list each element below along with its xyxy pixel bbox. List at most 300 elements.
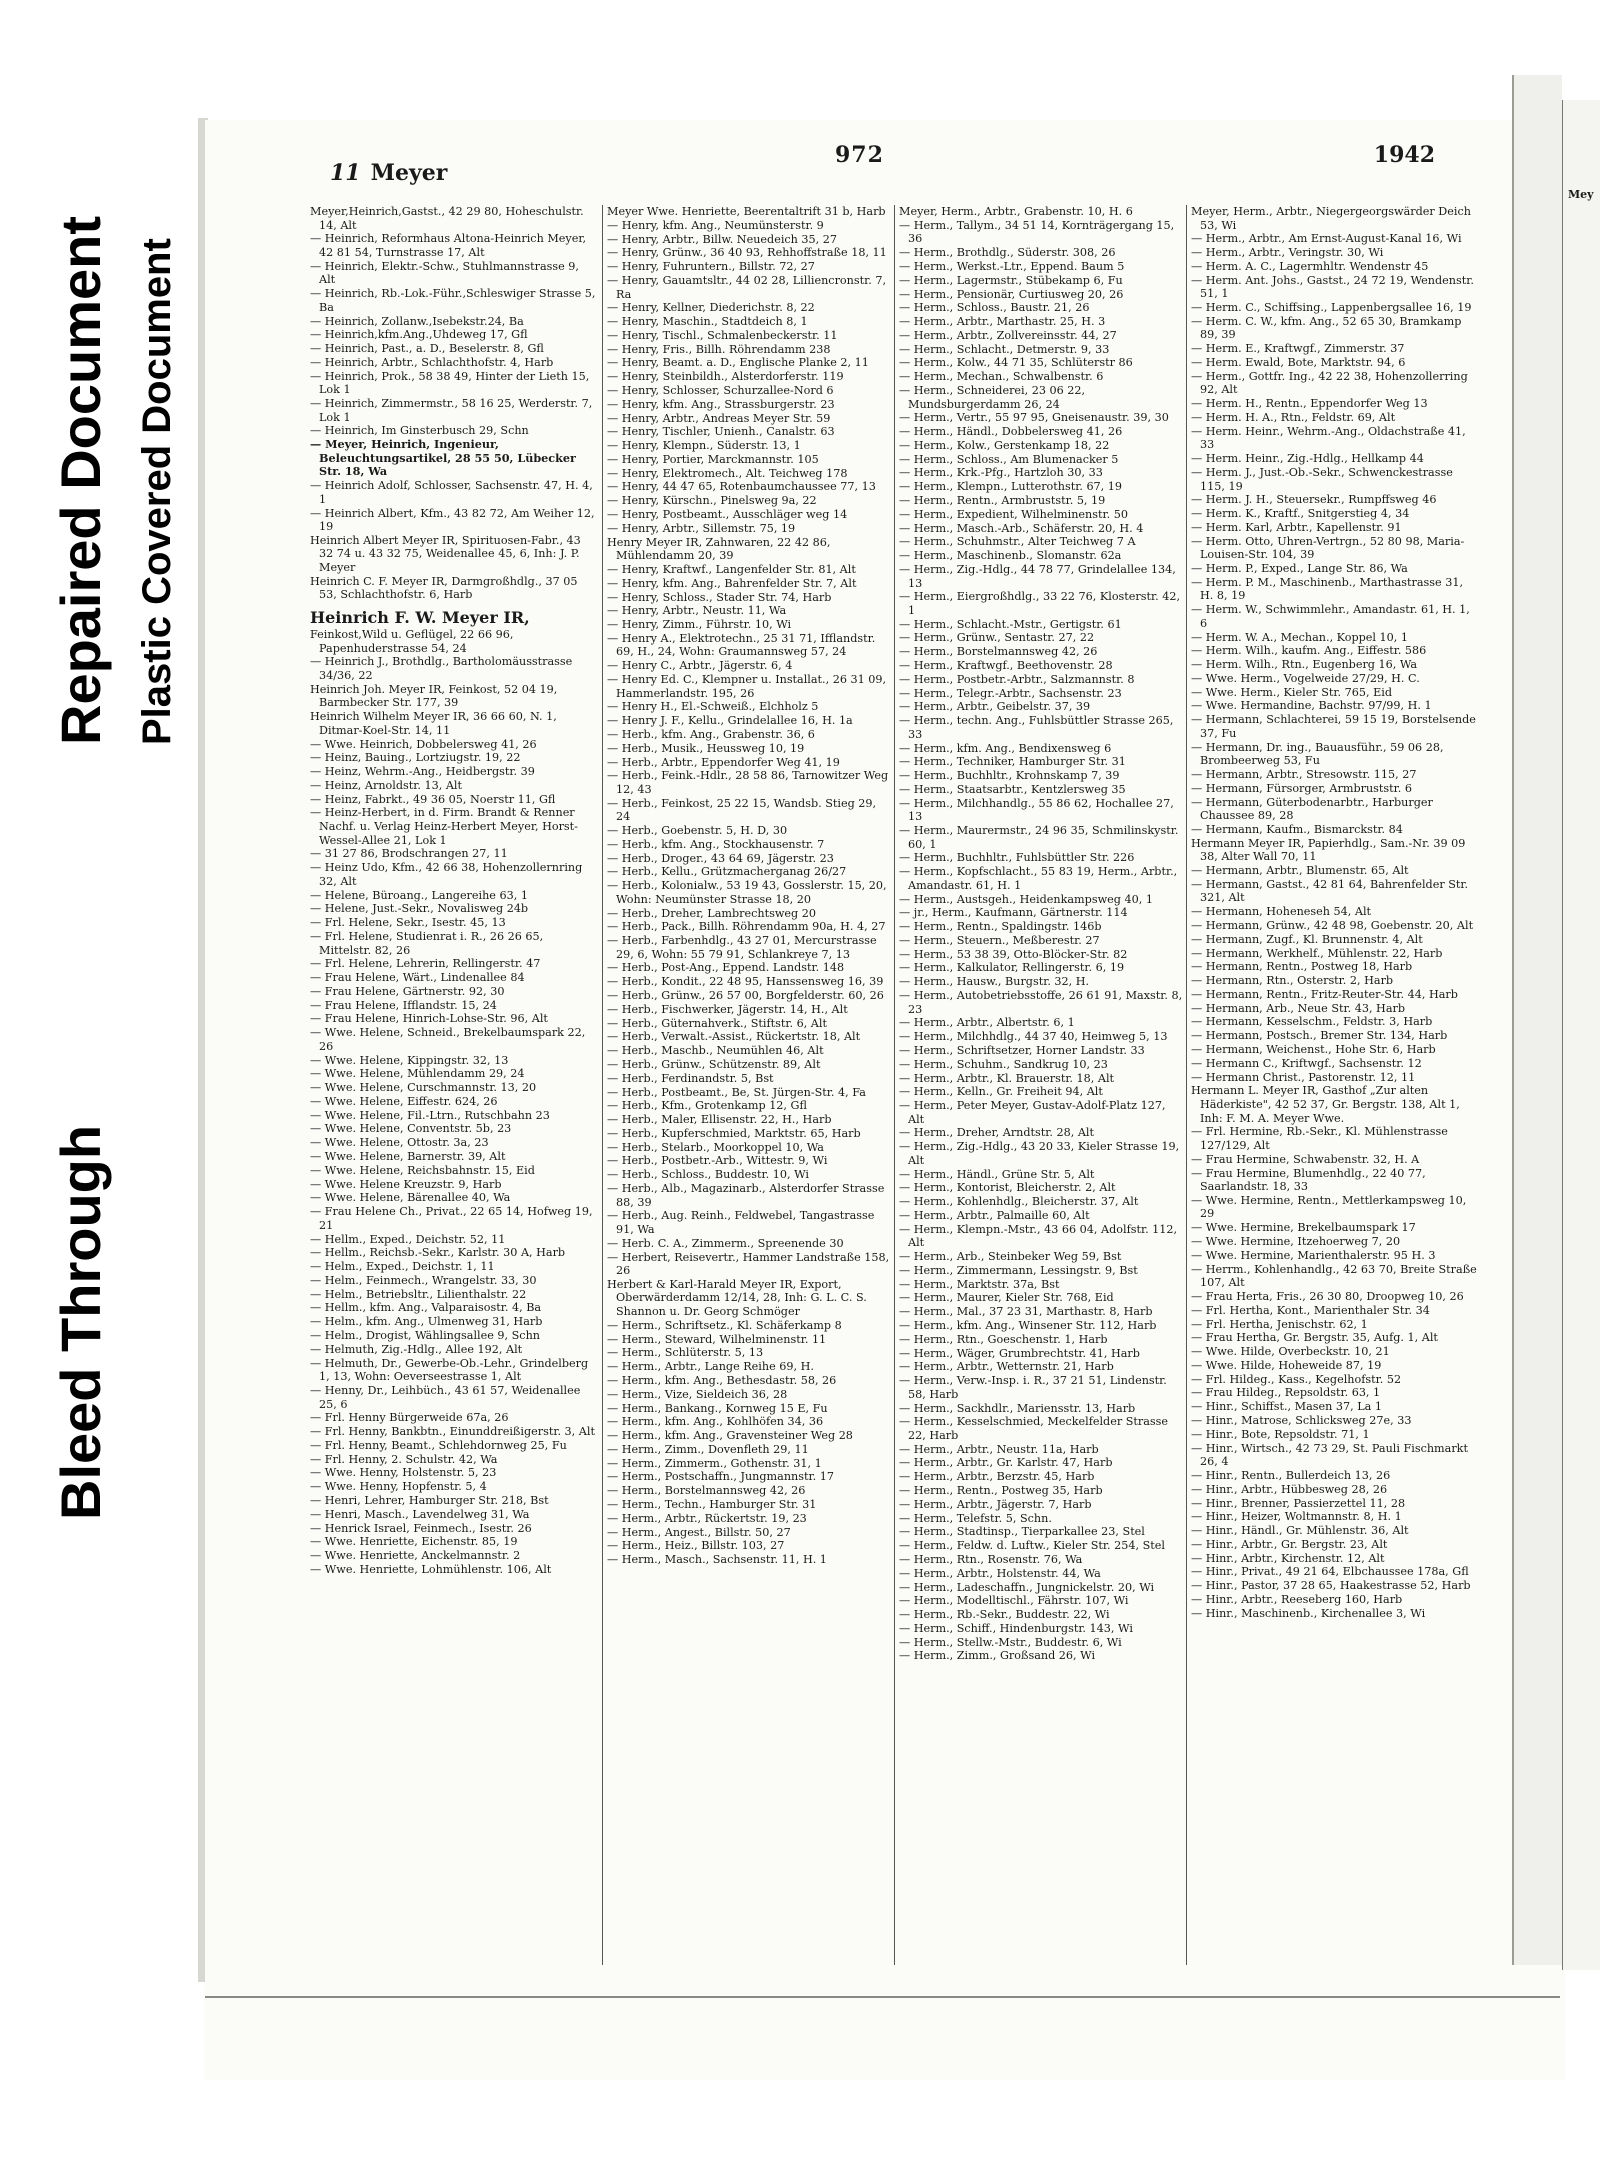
directory-entry: — Herb., Musik., Heussweg 10, 19 bbox=[607, 741, 805, 755]
directory-entry: — Wwe. Helene, Schneid., Brekelbaumspark 22, 26 bbox=[310, 1026, 586, 1053]
directory-entry: — Herm., Rtn., Rosenstr. 76, Wa bbox=[899, 1552, 1083, 1566]
directory-entry: — Wwe. Helene, Fil.-Ltrn., Rutschbahn 23 bbox=[310, 1108, 550, 1122]
directory-entry: — Herm. P. M., Maschinenb., Marthastrasse 31, H. 8, 19 bbox=[1191, 575, 1464, 603]
directory-entry: — Frl. Henny, 2. Schulstr. 42, Wa bbox=[310, 1452, 498, 1466]
directory-column-4 bbox=[1186, 205, 1477, 1965]
directory-entry: — Herm., Hausw., Burgstr. 32, H. bbox=[899, 975, 1090, 989]
directory-entry: — Herm., Eiergroßhdlg., 33 22 76, Klosterstr. 42, 1 bbox=[899, 590, 1181, 617]
running-head-left bbox=[330, 160, 447, 186]
directory-entry: — Herm., Mal., 37 23 31, Marthastr. 8, Harb bbox=[899, 1305, 1153, 1319]
directory-entry: — Heinz, Wehrm.-Ang., Heidbergstr. 39 bbox=[310, 765, 535, 779]
directory-entry: — Herm., Steuern., Meßberestr. 27 bbox=[899, 933, 1100, 947]
directory-entry: — Hermann, Rtn., Osterstr. 2, Harb bbox=[1191, 974, 1394, 988]
directory-entry: — Herm., Brothdlg., Süderstr. 308, 26 bbox=[899, 246, 1116, 260]
directory-entry: — Herm., Gottfr. Ing., 42 22 38, Hohenzollerring 92, Alt bbox=[1191, 369, 1468, 397]
directory-entry: Herbert & Karl-Harald Meyer IR, Export, Oberwärderdamm 12/14, 28, Inh: G. L. C. S. Shannon u. Dr. Georg Schmöger bbox=[607, 1277, 867, 1319]
directory-entry: — Herm. A. C., Lagermhltr. Wendenstr 45 bbox=[1191, 259, 1429, 273]
directory-entry: — Hinr., Händl., Gr. Mühlenstr. 36, Alt bbox=[1191, 1524, 1409, 1538]
directory-entry: — Herm., Schuhmstr., Alter Teichweg 7 A bbox=[899, 535, 1136, 549]
directory-entry: — Herrm., Kohlenhandlg., 42 63 70, Breite Straße 107, Alt bbox=[1191, 1262, 1477, 1290]
directory-entry: — Henry A., Elektrotechn., 25 31 71, Ifflandstr. 69, H., 24, Wohn: Graumannsweg 57, 24 bbox=[607, 631, 876, 659]
directory-entry: — Herm., Modelltischl., Fährstr. 107, Wi bbox=[899, 1594, 1129, 1608]
directory-entry: — Henry, Kürschn., Pinelsweg 9a, 22 bbox=[607, 494, 817, 508]
directory-entry: Hermann Meyer IR, Papierhdlg., Sam.-Nr. 39 09 38, Alter Wall 70, 11 bbox=[1191, 836, 1466, 864]
directory-entry: — Herb., Maler, Ellisenstr. 22, H., Harb bbox=[607, 1113, 832, 1127]
directory-entry: — Henry, Kellner, Diederichstr. 8, 22 bbox=[607, 301, 815, 315]
directory-entry: — Herm., kfm. Ang., Winsener Str. 112, Harb bbox=[899, 1319, 1157, 1333]
directory-entry: — Henry, kfm. Ang., Neumünsterstr. 9 bbox=[607, 218, 824, 232]
directory-entry: — Heinrich, Elektr.-Schw., Stuhlmannstrasse 9, Alt bbox=[310, 259, 579, 287]
directory-entry: — Frl. Henny Bürgerweide 67a, 26 bbox=[310, 1411, 509, 1425]
directory-entry: — Herm. H. A., Rtn., Feldstr. 69, Alt bbox=[1191, 410, 1396, 424]
directory-entry: — Herb., kfm. Ang., Grabenstr. 36, 6 bbox=[607, 727, 815, 741]
directory-entry: — Wwe. Henny, Hopfenstr. 5, 4 bbox=[310, 1480, 487, 1494]
directory-entry: — Herm. W. A., Mechan., Koppel 10, 1 bbox=[1191, 630, 1409, 644]
directory-entry: Meyer,Heinrich,Gastst., 42 29 80, Hoheschulstr. 14, Alt bbox=[310, 205, 584, 232]
directory-entry: — Hinr., Pastor, 37 28 65, Haakestrasse 52, Harb bbox=[1191, 1579, 1471, 1593]
directory-entry: — Herm., Postschaffn., Jungmannstr. 17 bbox=[607, 1470, 834, 1484]
directory-entry: — Herm., Schlüterstr. 5, 13 bbox=[607, 1346, 764, 1360]
directory-entry: — Herb., Schloss., Buddestr. 10, Wi bbox=[607, 1168, 809, 1182]
directory-entry: — Herm., Lagermstr., Stübekamp 6, Fu bbox=[899, 273, 1123, 287]
directory-entry: — Heinrich, Past., a. D., Beselerstr. 8, Gfl bbox=[310, 342, 544, 356]
directory-entry: — Herm., Händl., Dobbelersweg 41, 26 bbox=[899, 425, 1123, 439]
directory-entry: — Frau Herta, Fris., 26 30 80, Droopweg 10, 26 bbox=[1191, 1289, 1464, 1303]
directory-entry: — Herm., Rentn., Spaldingstr. 146b bbox=[899, 920, 1102, 934]
directory-entry: — Herb., Farbenhdlg., 43 27 01, Mercurstrasse 29, 6, Wohn: 55 79 91, Schlankreye 7, 13 bbox=[607, 934, 877, 961]
directory-entry: — Herm., Kohlenhdlg., Bleicherstr. 37, Alt bbox=[899, 1195, 1139, 1209]
directory-entry: — Wwe. Henny, Holstenstr. 5, 23 bbox=[310, 1466, 497, 1480]
directory-entry: — Herm. J., Just.-Ob.-Sekr., Schwenckestrasse 115, 19 bbox=[1191, 465, 1453, 493]
directory-entry: — Henry, Portier, Marckmannstr. 105 bbox=[607, 452, 819, 466]
directory-entry: — Herb., Güternahverk., Stiftstr. 6, Alt bbox=[607, 1016, 827, 1030]
directory-entry: — Henry, Grünw., 36 40 93, Rehhoffstraße 18, 11 bbox=[607, 246, 887, 260]
directory-entry: — Herb., Kondit., 22 48 95, Hanssensweg 16, 39 bbox=[607, 975, 884, 989]
directory-entry: Feinkost,Wild u. Geflügel, 22 66 96, Papenhuderstrasse 54, 24 bbox=[310, 628, 514, 655]
directory-entry: — 31 27 86, Brodschrangen 27, 11 bbox=[310, 847, 508, 861]
directory-entry: — Herm., Schriftsetz., Kl. Schäferkamp 8 bbox=[607, 1318, 842, 1332]
directory-entry: — Frau Helene, Wärt., Lindenallee 84 bbox=[310, 971, 525, 985]
directory-entry: — Herm., Staatsarbtr., Kentzlersweg 35 bbox=[899, 782, 1126, 796]
directory-entry: — Helm., Drogist, Wählingsallee 9, Schn bbox=[310, 1329, 540, 1342]
directory-entry: — Herb., Feinkost, 25 22 15, Wandsb. Stieg 29, 24 bbox=[607, 796, 877, 824]
directory-entry: Hermann L. Meyer IR, Gasthof „Zur alten Häderkiste", 42 52 37, Gr. Bergstr. 138, Alt 1, Inh: F. M. A. Meyer Wwe. bbox=[1191, 1084, 1460, 1125]
directory-entry: — Frl. Hertha, Kont., Marienthaler Str. 34 bbox=[1191, 1303, 1430, 1317]
directory-entry: — Herm., Milchhandlg., 55 86 62, Hochallee 27, 13 bbox=[899, 796, 1174, 824]
directory-column-3 bbox=[894, 205, 1185, 1965]
directory-entry: — Henri, Masch., Lavendelweg 31, Wa bbox=[310, 1507, 530, 1521]
directory-entry: Meyer, Herm., Arbtr., Grabenstr. 10, H. 6 bbox=[899, 205, 1133, 218]
directory-entry: — Herm., Schuhm., Sandkrug 10, 23 bbox=[899, 1057, 1108, 1071]
directory-entry: — Herb., Maschb., Neumühlen 46, Alt bbox=[607, 1044, 824, 1058]
directory-entry: — Herm., Arb., Steinbeker Weg 59, Bst bbox=[899, 1250, 1122, 1264]
directory-entry: — Frau Helene, Gärtnerstr. 92, 30 bbox=[310, 984, 505, 998]
directory-entry: — Helmuth, Zig.-Hdlg., Allee 192, Alt bbox=[310, 1342, 523, 1356]
directory-entry: — Herm., Milchhdlg., 44 37 40, Heimweg 5, 13 bbox=[899, 1030, 1168, 1044]
directory-entry: — Herb., Kolonialw., 53 19 43, Gosslerstr. 15, 20, Wohn: Neumünster Strasse 18, 20 bbox=[607, 879, 887, 906]
directory-entry: — Herm., Kolw., 44 71 35, Schlüterstr 86 bbox=[899, 356, 1133, 370]
directory-entry: — Herm., Kopfschlacht., 55 83 19, Herm., Arbtr., Amandastr. 61, H. 1 bbox=[899, 865, 1178, 892]
page-header bbox=[330, 140, 1575, 185]
directory-entry: — Herm., Zimm., Dovenfleth 29, 11 bbox=[607, 1442, 809, 1456]
directory-entry: — Wwe. Hermine, Itzehoerweg 7, 20 bbox=[1191, 1235, 1401, 1249]
directory-entry: — Hinr., Maschinenb., Kirchenallee 3, Wi bbox=[1191, 1606, 1426, 1620]
directory-entry: — Herm., Werkst.-Ltr., Eppend. Baum 5 bbox=[899, 259, 1125, 273]
directory-entry: — Herm., Autobetriebsstoffe, 26 61 91, Maxstr. 8, 23 bbox=[899, 989, 1183, 1016]
directory-entry: — Henry H., El.-Schweiß., Elchholz 5 bbox=[607, 700, 819, 714]
page-gutter bbox=[1512, 75, 1562, 1965]
directory-entry: — Herm., Arbtr., Rückertstr. 19, 23 bbox=[607, 1511, 807, 1525]
directory-entry: — Henry, kfm. Ang., Strassburgerstr. 23 bbox=[607, 397, 835, 411]
directory-entry: — Henry, Schloss., Stader Str. 74, Harb bbox=[607, 590, 832, 604]
directory-entry: — Herm., Arbtr., Holstenstr. 44, Wa bbox=[899, 1566, 1101, 1580]
page-label: 11 bbox=[330, 160, 361, 186]
directory-entry: — Hinr., Privat., 49 21 64, Elbchaussee 178a, Gfl bbox=[1191, 1565, 1469, 1579]
directory-entry: — Henry, Arbtr., Billw. Neuedeich 35, 27 bbox=[607, 232, 838, 246]
directory-entry: — Herm. Heinr., Zig.-Hdlg., Hellkamp 44 bbox=[1191, 452, 1424, 466]
directory-entry: — Herm., Schlacht.-Mstr., Gertigstr. 61 bbox=[899, 617, 1122, 631]
directory-entry: — Herb., Kupferschmied, Marktstr. 65, Harb bbox=[607, 1126, 861, 1140]
directory-entry: — Herm., Dreher, Arndtstr. 28, Alt bbox=[899, 1126, 1094, 1140]
directory-entry: — Herb., Post-Ang., Eppend. Landstr. 148 bbox=[607, 961, 845, 975]
directory-entry: — Herm., Kesselschmied, Meckelfelder Strasse 22, Harb bbox=[899, 1415, 1169, 1442]
directory-entry: — Henry, Kraftwf., Langenfelder Str. 81, Alt bbox=[607, 562, 856, 576]
directory-entry: — Hinr., Rentn., Bullerdeich 13, 26 bbox=[1191, 1468, 1391, 1482]
directory-entry: — Wwe. Helene, Barnerstr. 39, Alt bbox=[310, 1150, 506, 1164]
directory-entry: — Hermann, Weichenst., Hohe Str. 6, Harb bbox=[1191, 1043, 1436, 1057]
directory-entry: — Henrick Israel, Feinmech., Isestr. 26 bbox=[310, 1521, 532, 1535]
directory-entry: — Herb., Grünw., 26 57 00, Borgfelderstr. 60, 26 bbox=[607, 989, 884, 1003]
directory-entry: — Hinr., Heizer, Woltmannstr. 8, H. 1 bbox=[1191, 1510, 1402, 1524]
directory-entry: — Wwe. Hilde, Overbeckstr. 10, 21 bbox=[1191, 1345, 1390, 1359]
directory-entry: — Herm., Arbtr., Wetternstr. 21, Harb bbox=[899, 1360, 1114, 1374]
directory-entry: — Hermann, Postsch., Bremer Str. 134, Harb bbox=[1191, 1029, 1448, 1043]
directory-entry: — Herm., Expedient, Wilhelminenstr. 50 bbox=[899, 507, 1128, 521]
directory-entry: — Herm., Arbtr., Am Ernst-August-Kanal 16, Wi bbox=[1191, 232, 1462, 246]
directory-entry: — Frau Hildeg., Repsoldstr. 63, 1 bbox=[1191, 1386, 1381, 1400]
directory-entry: — Herm., Stellw.-Mstr., Buddestr. 6, Wi bbox=[899, 1635, 1122, 1649]
directory-entry: — Herm. H., Rentn., Eppendorfer Weg 13 bbox=[1191, 397, 1428, 411]
directory-entry: — Henry, Gauamtsltr., 44 02 28, Lilliencronstr. 7, Ra bbox=[607, 273, 887, 301]
directory-entry: — Heinrich,kfm.Ang.,Uhdeweg 17, Gfl bbox=[310, 328, 528, 342]
section-name: Meyer bbox=[370, 160, 448, 186]
directory-entry: — Herm., Arbtr., Neustr. 11a, Harb bbox=[899, 1442, 1099, 1456]
directory-entry: — Henry, Maschin., Stadtdeich 8, 1 bbox=[607, 315, 808, 329]
directory-entry: — Herb., Pack., Billh. Röhrendamm 90a, H. 4, 27 bbox=[607, 920, 886, 934]
directory-entry: — Herm., Rtn., Goeschenstr. 1, Harb bbox=[899, 1332, 1108, 1346]
directory-entry: — Herm., Maschinenb., Slomanstr. 62a bbox=[899, 549, 1122, 563]
directory-entry: — Herm., Vertr., 55 97 95, Gneisenaustr. 39, 30 bbox=[899, 411, 1169, 425]
directory-entry: — Herb., Goebenstr. 5, H. D, 30 bbox=[607, 824, 788, 838]
directory-entry: — Hinr., Arbtr., Reeseberg 160, Harb bbox=[1191, 1592, 1403, 1606]
directory-entry: — Herm., Heiz., Billstr. 103, 27 bbox=[607, 1539, 785, 1553]
directory-entry: — Herm., 53 38 39, Otto-Blöcker-Str. 82 bbox=[899, 947, 1128, 961]
directory-entry: — Herm. C., Schiffsing., Lappenbergsallee 16, 19 bbox=[1191, 301, 1472, 315]
repaired-document-label: Repaired Document bbox=[49, 216, 112, 745]
directory-entry: — Herm., Arbtr., Gr. Karlstr. 47, Harb bbox=[899, 1456, 1113, 1470]
directory-entry: — Herm., Arbtr., Palmaille 60, Alt bbox=[899, 1208, 1090, 1222]
directory-entry: — Herm., Arbtr., Albertstr. 6, 1 bbox=[899, 1016, 1075, 1030]
directory-entry: — Heinrich, Zollanw.,Isebekstr.24, Ba bbox=[310, 314, 524, 328]
directory-entry: — Herm., Kontorist, Bleicherstr. 2, Alt bbox=[899, 1181, 1116, 1195]
directory-entry: — Henny, Dr., Leihbüch., 43 61 57, Weidenallee 25, 6 bbox=[310, 1383, 581, 1411]
directory-entry: — Wwe. Henriette, Anckelmannstr. 2 bbox=[310, 1549, 521, 1563]
directory-entry: — Hermann, Güterbodenarbtr., Harburger Chaussee 89, 28 bbox=[1191, 795, 1433, 823]
directory-entry: — Herm., techn. Ang., Fuhlsbüttler Strasse 265, 33 bbox=[899, 714, 1174, 741]
directory-entry: — Wwe. Heinrich, Dobbelersweg 41, 26 bbox=[310, 737, 537, 751]
directory-entry: — Frau Helene Ch., Privat., 22 65 14, Hofweg 19, 21 bbox=[310, 1205, 593, 1232]
directory-entry: — Herm., Vize, Sieldeich 36, 28 bbox=[607, 1387, 788, 1401]
directory-entry: — Hellm., kfm. Ang., Valparaisostr. 4, Ba bbox=[310, 1301, 542, 1315]
bleed-through-label: Bleed Through bbox=[49, 1124, 112, 1520]
directory-entry: — Herm., Steward, Wilhelminenstr. 11 bbox=[607, 1332, 827, 1346]
directory-entry: — Wwe. Herm., Vogelweide 27/29, H. C. bbox=[1191, 671, 1420, 685]
directory-entry: — Herb., Droger., 43 64 69, Jägerstr. 23 bbox=[607, 851, 834, 865]
directory-entry: — Wwe. Helene, Curschmannstr. 13, 20 bbox=[310, 1081, 537, 1095]
directory-entry: — Frau Hertha, Gr. Bergstr. 35, Aufg. 1, Alt bbox=[1191, 1331, 1438, 1345]
directory-entry: — Herm., Marktstr. 37a, Bst bbox=[899, 1277, 1060, 1291]
next-page-running-head: Mey bbox=[1568, 188, 1594, 201]
directory-entry: — Herm., Schiff., Hindenburgstr. 143, Wi bbox=[899, 1621, 1133, 1635]
directory-entry: — Henry Ed. C., Klempner u. Installat., 26 31 09, Hammerlandstr. 195, 26 bbox=[607, 673, 887, 700]
directory-entry: — Hermann, Dr. ing., Bauausführ., 59 06 28, Brombeerweg 53, Fu bbox=[1191, 740, 1444, 768]
directory-entry: — Herm., Maurermstr., 24 96 35, Schmilinskystr. 60, 1 bbox=[899, 824, 1179, 851]
directory-entry: — Herm. Heinr., Wehrm.-Ang., Oldachstraße 41, 33 bbox=[1191, 424, 1466, 452]
directory-entry: — Herm., Schloss., Am Blumenacker 5 bbox=[899, 452, 1119, 466]
directory-entry: — Herm., Arbtr., Geibelstr. 37, 39 bbox=[899, 700, 1091, 714]
directory-entry: — Herm. Otto, Uhren-Vertrgn., 52 80 98, Maria-Louisen-Str. 104, 39 bbox=[1191, 534, 1465, 562]
directory-entry: — Hermann Christ., Pastorenstr. 12, 11 bbox=[1191, 1070, 1416, 1084]
directory-entry: — Herb., Arbtr., Eppendorfer Weg 41, 19 bbox=[607, 755, 840, 769]
directory-entry: — Wwe. Herm., Kieler Str. 765, Eid bbox=[1191, 685, 1392, 699]
directory-entry: — Herm., Borstelmannsweg 42, 26 bbox=[607, 1484, 806, 1498]
directory-entry: — Herm., Schloss., Baustr. 21, 26 bbox=[899, 301, 1090, 315]
directory-entry: — Herm. P., Exped., Lange Str. 86, Wa bbox=[1191, 562, 1408, 575]
directory-entry: — Hermann, Kesselschm., Feldstr. 3, Harb bbox=[1191, 1015, 1433, 1029]
directory-entry: — Wwe. Helene, Kippingstr. 32, 13 bbox=[310, 1053, 509, 1067]
directory-entry: — Hinr., Arbtr., Gr. Bergstr. 23, Alt bbox=[1191, 1537, 1388, 1551]
directory-entry: — Henry, Steinbildh., Alsterdorferstr. 119 bbox=[607, 370, 844, 384]
directory-entry: — Herb., Postbeamt., Be, St. Jürgen-Str. 4, Fa bbox=[607, 1085, 866, 1099]
directory-entry: — Herm., Rentn., Postweg 35, Harb bbox=[899, 1484, 1103, 1498]
directory-entry: — Herb., kfm. Ang., Stockhausenstr. 7 bbox=[607, 837, 825, 851]
directory-entry: — Hermann, Arb., Neue Str. 43, Harb bbox=[1191, 1001, 1405, 1015]
directory-year: 1942 bbox=[1373, 142, 1435, 168]
directory-entry: — Herm., kfm. Ang., Kohlhöfen 34, 36 bbox=[607, 1415, 824, 1429]
directory-entry: — Herb., Verwalt.-Assist., Rückertstr. 18, Alt bbox=[607, 1030, 861, 1044]
directory-entry: — Herm., Techn., Hamburger Str. 31 bbox=[607, 1498, 817, 1511]
directory-entry: — Herm., Buchhltr., Krohnskamp 7, 39 bbox=[899, 769, 1120, 783]
directory-entry: — Heinz Udo, Kfm., 42 66 38, Hohenzollernring 32, Alt bbox=[310, 861, 583, 888]
directory-entry: — Herm., Klempn., Lutterothstr. 67, 19 bbox=[899, 480, 1123, 494]
directory-entry: — Frl. Hermine, Rb.-Sekr., Kl. Mühlenstrasse 127/129, Alt bbox=[1191, 1125, 1448, 1152]
directory-entry: — Heinrich J., Brothdlg., Bartholomäusstrasse 34/36, 22 bbox=[310, 655, 573, 682]
directory-column-2 bbox=[602, 205, 893, 1965]
directory-entry: — Heinz, Arnoldstr. 13, Alt bbox=[310, 778, 462, 792]
directory-entry: Meyer, Herm., Arbtr., Niegergeorgswärder Deich 53, Wi bbox=[1191, 205, 1471, 232]
directory-entry: — jr., Herm., Kaufmann, Gärtnerstr. 114 bbox=[899, 906, 1128, 920]
directory-entry: — Henry, Beamt. a. D., Englische Planke 2, 11 bbox=[607, 356, 869, 370]
directory-entry: — Herb., Fischwerker, Jägerstr. 14, H., Alt bbox=[607, 1002, 848, 1016]
directory-entry: — Herm., Arbtr., Marthastr. 25, H. 3 bbox=[899, 315, 1106, 329]
directory-entry: — Herm., Techniker, Hamburger Str. 31 bbox=[899, 755, 1126, 769]
directory-entry: — Helene, Büroang., Langereihe 63, 1 bbox=[310, 888, 528, 902]
directory-entry: — Frl. Henny, Bankbtn., Einunddreißigerstr. 3, Alt bbox=[310, 1425, 595, 1439]
directory-entry: — Frau Helene, Hinrich-Lohse-Str. 96, Alt bbox=[310, 1012, 548, 1026]
directory-entry: — Herm. E., Kraftwgf., Zimmerstr. 37 bbox=[1191, 342, 1405, 356]
directory-entry: — Frau Hermine, Schwabenstr. 32, H. A bbox=[1191, 1152, 1420, 1166]
directory-entry: — Meyer, Heinrich, Ingenieur, Beleuchtungsartikel, 28 55 50, Lübecker Str. 18, Wa bbox=[310, 437, 576, 479]
directory-entry: — Hinr., Brenner, Passierzettel 11, 28 bbox=[1191, 1496, 1406, 1510]
directory-entry: — Henry, Fris., Billh. Röhrendamm 238 bbox=[607, 342, 831, 356]
next-page-edge bbox=[1562, 100, 1600, 1970]
directory-entry: — Hermann C., Kriftwgf., Sachsenstr. 12 bbox=[1191, 1056, 1422, 1070]
directory-entry: — Helmuth, Dr., Gewerbe-Ob.-Lehr., Grindelberg 1, 13, Wohn: Oeverseestrasse 1, Alt bbox=[310, 1356, 589, 1384]
directory-entry: Heinrich Wilhelm Meyer IR, 36 66 60, N. 1, Ditmar-Koel-Str. 14, 11 bbox=[310, 710, 557, 737]
directory-entry: — Herm., Maurer, Kieler Str. 768, Eid bbox=[899, 1291, 1114, 1305]
directory-entry: — Herm., Austsgeh., Heidenkampsweg 40, 1 bbox=[899, 892, 1153, 906]
directory-entry: — Henry, Arbtr., Neustr. 11, Wa bbox=[607, 604, 787, 618]
page-number: 972 bbox=[835, 142, 884, 168]
directory-entry: — Herm., kfm. Ang., Bethesdastr. 58, 26 bbox=[607, 1373, 837, 1387]
directory-entry: — Herm., kfm. Ang., Gravensteiner Weg 28 bbox=[607, 1429, 853, 1443]
directory-entry: — Heinz, Bauing., Lortziugstr. 19, 22 bbox=[310, 751, 521, 765]
directory-entry: — Hermann, Zugf., Kl. Brunnenstr. 4, Alt bbox=[1191, 932, 1423, 946]
directory-entry: — Wwe. Helene, Eiffestr. 624, 26 bbox=[310, 1094, 498, 1108]
directory-entry: — Herb., Feink.-Hdlr., 28 58 86, Tarnowitzer Weg 12, 43 bbox=[607, 769, 889, 796]
directory-entry: — Wwe. Hermandine, Bachstr. 97/99, H. 1 bbox=[1191, 699, 1432, 713]
directory-entry: Henry Meyer IR, Zahnwaren, 22 42 86, Mühlendamm 20, 39 bbox=[607, 535, 831, 563]
directory-entry: — Wwe. Helene Kreuzstr. 9, Harb bbox=[310, 1177, 502, 1191]
directory-entry: — Herm. Wilh., kaufm. Ang., Eiffestr. 586 bbox=[1191, 644, 1427, 658]
directory-entry: — Henry, 44 47 65, Rotenbaumchaussee 77, 13 bbox=[607, 480, 876, 494]
directory-entry: — Herm., Borstelmannsweg 42, 26 bbox=[899, 645, 1098, 659]
directory-entry: — Herm., Telefstr. 5, Schn. bbox=[899, 1511, 1052, 1525]
directory-entry: — Hinr., Wirtsch., 42 73 29, St. Pauli Fischmarkt 26, 4 bbox=[1191, 1441, 1468, 1469]
directory-entry: — Helm., kfm. Ang., Ulmenweg 31, Harb bbox=[310, 1315, 543, 1329]
directory-entry: — Herm., Feldw. d. Luftw., Kieler Str. 254, Stel bbox=[899, 1539, 1165, 1553]
directory-entry: — Herm., Arbtr., Veringstr. 30, Wi bbox=[1191, 246, 1384, 260]
directory-entry: — Herb., Stelarb., Moorkoppel 10, Wa bbox=[607, 1140, 824, 1154]
directory-entry: — Hermann, Grünw., 42 48 98, Goebenstr. 20, Alt bbox=[1191, 919, 1474, 932]
directory-entry: — Henry, Postbeamt., Ausschläger weg 14 bbox=[607, 508, 848, 521]
directory-entry: — Heinrich, Reformhaus Altona-Heinrich Meyer, 42 81 54, Turnstrasse 17, Alt bbox=[310, 232, 587, 259]
directory-entry: — Hermann, Rentn., Fritz-Reuter-Str. 44, Harb bbox=[1191, 987, 1458, 1001]
directory-entry: — Hermann, Hoheneseh 54, Alt bbox=[1191, 905, 1372, 919]
directory-entry: — Heinrich, Prok., 58 38 49, Hinter der Lieth 15, Lok 1 bbox=[310, 369, 590, 397]
directory-entry: — Herm., Masch.-Arb., Schäferstr. 20, H. 4 bbox=[899, 521, 1144, 535]
directory-entry: — Heinrich, Arbtr., Schlachthofstr. 4, Harb bbox=[310, 355, 554, 369]
directory-entry: — Wwe. Hermine, Brekelbaumspark 17 bbox=[1191, 1221, 1416, 1235]
directory-entry: — Frau Hermine, Blumenhdlg., 22 40 77, Saarlandstr. 18, 33 bbox=[1191, 1166, 1426, 1194]
directory-entry: — Herm., Zimmermann, Lessingstr. 9, Bst bbox=[899, 1263, 1138, 1277]
directory-entry: — Helene, Just.-Sekr., Novalisweg 24b bbox=[310, 902, 529, 916]
directory-entry: — Helm., Exped., Deichstr. 1, 11 bbox=[310, 1260, 495, 1274]
directory-entry: — Henry, Klempn., Süderstr. 13, 1 bbox=[607, 439, 801, 453]
directory-entry: — Helm., Feinmech., Wrangelstr. 33, 30 bbox=[310, 1273, 537, 1287]
directory-entry: — Herb., Grünw., Schützenstr. 89, Alt bbox=[607, 1057, 821, 1071]
directory-entry: — Herm., Peter Meyer, Gustav-Adolf-Platz 127, Alt bbox=[899, 1099, 1166, 1126]
directory-entry: — Heinz-Herbert, in d. Firm. Brandt & Renner Nachf. u. Verlag Heinz-Herbert Meyer, Horst-Wessel-Allee 21, Lok 1 bbox=[310, 806, 578, 847]
directory-entry: — Herm., Arbtr., Zollvereinsstr. 44, 27 bbox=[899, 328, 1117, 342]
directory-entry: Meyer Wwe. Henriette, Beerentaltrift 31 b, Harb bbox=[607, 205, 886, 218]
directory-entry: — Herm., Telegr.-Arbtr., Sachsenstr. 23 bbox=[899, 686, 1122, 700]
directory-entry: — Herm., Schneiderei, 23 06 22, Mundsburgerdamm 26, 24 bbox=[899, 383, 1086, 411]
directory-entry: — Hermann, Fürsorger, Armbruststr. 6 bbox=[1191, 781, 1412, 795]
directory-entry: — Herb., Postbetr.-Arb., Wittestr. 9, Wi bbox=[607, 1154, 828, 1168]
directory-entry: — Hellm., Exped., Deichstr. 52, 11 bbox=[310, 1232, 506, 1246]
directory-entry: — Herm. Ewald, Bote, Marktstr. 94, 6 bbox=[1191, 356, 1406, 370]
directory-entry: — Herm. Ant. Johs., Gastst., 24 72 19, Wendenstr. 51, 1 bbox=[1191, 273, 1474, 301]
directory-entry: — Wwe. Helene, Conventstr. 5b, 23 bbox=[310, 1122, 512, 1136]
directory-entry: — Herm., Krk.-Pfg., Hartzloh 30, 33 bbox=[899, 466, 1103, 480]
directory-entry: — Herm., Buchhltr., Fuhlsbüttler Str. 226 bbox=[899, 851, 1135, 865]
directory-entry: — Wwe. Hermine, Marienthalerstr. 95 H. 3 bbox=[1191, 1248, 1436, 1262]
directory-entry: — Herm., Sackhdlr., Mariensstr. 13, Harb bbox=[899, 1401, 1136, 1415]
directory-entry: — Hermann, Arbtr., Blumenstr. 65, Alt bbox=[1191, 864, 1409, 878]
directory-column-1 bbox=[310, 205, 596, 1965]
directory-entry: — Herm. Karl, Arbtr., Kapellenstr. 91 bbox=[1191, 520, 1402, 534]
directory-entry: — Herb., Dreher, Lambrechtsweg 20 bbox=[607, 906, 816, 920]
directory-entry: — Henry, Tischler, Unienh., Canalstr. 63 bbox=[607, 425, 835, 439]
directory-entry: — Herm., Arbtr., Jägerstr. 7, Harb bbox=[899, 1497, 1092, 1511]
directory-entry: — Wwe. Helene, Mühlendamm 29, 24 bbox=[310, 1067, 525, 1081]
directory-entry: — Herm., Pensionär, Curtiusweg 20, 26 bbox=[899, 287, 1124, 301]
directory-entry: — Herm., Ladeschaffn., Jungnickelstr. 20, Wi bbox=[899, 1580, 1155, 1594]
directory-entry: — Herm., Verw.-Insp. i. R., 37 21 51, Lindenstr. 58, Harb bbox=[899, 1374, 1167, 1401]
directory-entry: — Frl. Helene, Lehrerin, Rellingerstr. 47 bbox=[310, 957, 541, 971]
directory-entry: — Frl. Henny, Beamt., Schlehdornweg 25, Fu bbox=[310, 1438, 567, 1452]
directory-entry: — Heinrich, Zimmermstr., 58 16 25, Werderstr. 7, Lok 1 bbox=[310, 397, 593, 424]
directory-entry: Heinrich C. F. Meyer IR, Darmgroßhdlg., 37 05 53, Schlachthofstr. 6, Harb bbox=[310, 574, 578, 602]
directory-entry: — Hinr., Matrose, Schlicksweg 27e, 33 bbox=[1191, 1414, 1412, 1427]
directory-entry: — Heinz, Fabrkt., 49 36 05, Noerstr 11, Gfl bbox=[310, 792, 556, 806]
directory-entry: — Frl. Hildeg., Kass., Kegelhofstr. 52 bbox=[1191, 1372, 1402, 1386]
directory-entry: — Hinr., Schiffst., Masen 37, La 1 bbox=[1191, 1400, 1383, 1414]
plastic-covered-label: Plastic Covered Document bbox=[135, 238, 179, 745]
directory-entry: — Frau Helene, Ifflandstr. 15, 24 bbox=[310, 998, 497, 1012]
directory-entry: Heinrich Albert Meyer IR, Spirituosen-Fabr., 43 32 74 u. 43 32 75, Weidenallee 45, 6, Inh: J. P. Meyer bbox=[310, 533, 581, 575]
directory-entry: — Herm., Zimm., Großsand 26, Wi bbox=[899, 1649, 1096, 1663]
directory-columns bbox=[310, 205, 1505, 1965]
directory-entry: — Herm., Arbtr., Kl. Brauerstr. 18, Alt bbox=[899, 1071, 1115, 1085]
directory-entry: — Henry J. F., Kellu., Grindelallee 16, H. 1a bbox=[607, 714, 853, 728]
directory-entry: — Henri, Lehrer, Hamburger Str. 218, Bst bbox=[310, 1494, 549, 1507]
directory-entry: — Herm. C. W., kfm. Ang., 52 65 30, Bramkamp 89, 39 bbox=[1191, 314, 1462, 342]
directory-entry: — Henry, Fuhruntern., Billstr. 72, 27 bbox=[607, 260, 815, 274]
directory-entry: — Frl. Helene, Studienrat i. R., 26 26 65, Mittelstr. 82, 26 bbox=[310, 929, 544, 957]
directory-entry: — Herm., Klempn.-Mstr., 43 66 04, Adolfstr. 112, Alt bbox=[899, 1222, 1178, 1250]
directory-entry: — Herm., Grünw., Sentastr. 27, 22 bbox=[899, 631, 1095, 645]
directory-entry: — Henry, Tischl., Schmalenbeckerstr. 11 bbox=[607, 328, 838, 342]
directory-entry: — Herm. J. H., Steuersekr., Rumpffsweg 46 bbox=[1191, 493, 1437, 507]
directory-entry: — Wwe. Henriette, Eichenstr. 85, 19 bbox=[310, 1535, 518, 1549]
directory-entry: — Herm., Rb.-Sekr., Buddestr. 22, Wi bbox=[899, 1608, 1110, 1622]
directory-entry: — Heinrich, Rb.-Lok.-Führ.,Schleswiger Strasse 5, Ba bbox=[310, 287, 596, 314]
directory-entry: — Henry, Elektromech., Alt. Teichweg 178 bbox=[607, 466, 848, 480]
directory-entry: — Herm., Zig.-Hdlg., 44 78 77, Grindelallee 134, 13 bbox=[899, 562, 1176, 590]
directory-entry: — Herm., Tallym., 34 51 14, Kornträgergang 15, 36 bbox=[899, 218, 1175, 246]
directory-entry: — Hinr., Arbtr., Kirchenstr. 12, Alt bbox=[1191, 1551, 1385, 1565]
directory-entry: — Herb., Alb., Magazinarb., Alsterdorfer Strasse 88, 39 bbox=[607, 1181, 885, 1209]
directory-entry: — Wwe. Hilde, Hoheweide 87, 19 bbox=[1191, 1358, 1382, 1372]
directory-entry: — Herb., Kfm., Grotenkamp 12, Gfl bbox=[607, 1099, 807, 1113]
directory-entry: — Herm., Kraftwgf., Beethovenstr. 28 bbox=[899, 659, 1113, 673]
directory-entry: — Wwe. Helene, Bärenallee 40, Wa bbox=[310, 1191, 511, 1205]
directory-entry: — Herm., Angest., Billstr. 50, 27 bbox=[607, 1525, 791, 1539]
directory-entry: — Herm., Kolw., Gerstenkamp 18, 22 bbox=[899, 438, 1110, 452]
directory-entry: — Herm., Arbtr., Lange Reihe 69, H. bbox=[607, 1360, 814, 1374]
